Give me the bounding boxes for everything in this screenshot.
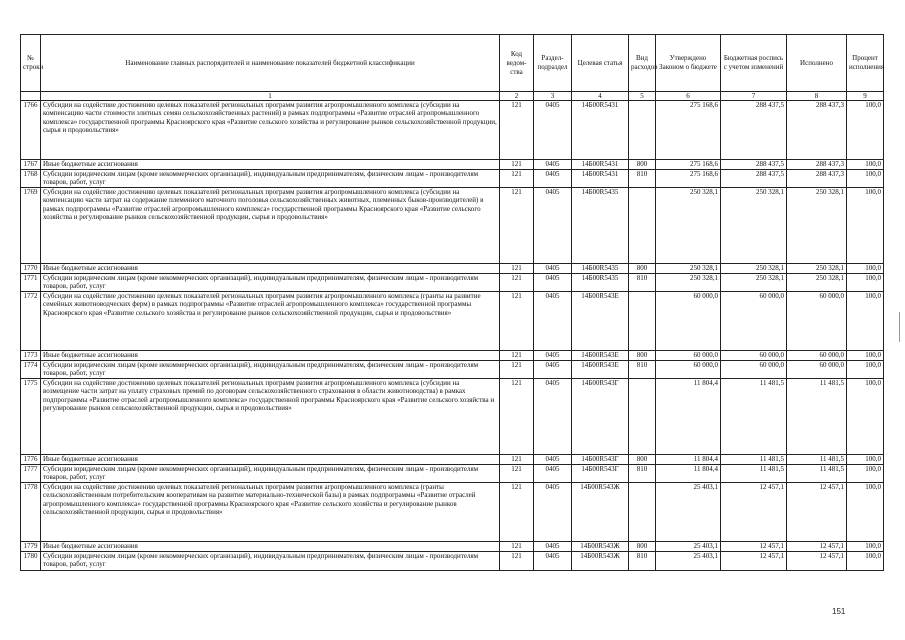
row-name: Субсидии на содействие достижению целевых показателей региональных программ развития агропромышленного комплекса (гранты на развитие семейных животноводческих ферм) в рамках подпрограммы «Развитие отраслей агропромышленного комплекса» государственной программы Красноярского края «Развитие сельского хозяйства и регулирование рынков сельскохозяйственной продукции, сырья и продовольствия»: [41, 292, 500, 351]
row-number: 1771: [21, 274, 41, 292]
row-name: Субсидии на содействие достижению целевых показателей региональных программ развития агропромышленного комплекса (субсидии на возмещение части затрат на уплату страховых премий по договорам сельскохозяйственного страхования в области животноводства) в рамках подпрограммы «Развитие отраслей агропромышленного комплекса» государственной программы Красноярского края «Развитие сельского хозяйства и регулирование рынков сельскохозяйственной продукции, сырья и продовольствия»: [41, 379, 500, 455]
row-budget-schedule: 250 328,1: [721, 188, 787, 264]
row-target-item: 14Б00R543Г: [572, 379, 629, 455]
row-executed: 250 328,1: [787, 188, 847, 264]
row-number: 1775: [21, 379, 41, 455]
row-number: 1777: [21, 465, 41, 483]
row-department-code: 121: [500, 552, 534, 571]
row-target-item: 14Б00R5431: [572, 101, 629, 160]
row-department-code: 121: [500, 264, 534, 274]
table-row: [21, 292, 884, 351]
row-approved: 250 328,1: [656, 188, 721, 264]
row-executed: 12 457,1: [787, 542, 847, 552]
column-number: 1: [41, 92, 500, 101]
row-executed: 11 481,5: [787, 379, 847, 455]
row-target-item: 14Б00R543Ж: [572, 542, 629, 552]
row-section: 0405: [534, 483, 572, 542]
row-percent: 100,0: [847, 160, 884, 170]
row-executed: 60 000,0: [787, 361, 847, 379]
table-row: [21, 170, 884, 188]
row-target-item: 14Б00R5435: [572, 264, 629, 274]
row-executed: 288 437,3: [787, 170, 847, 188]
row-expense-type: [629, 483, 656, 542]
row-budget-schedule: 11 481,5: [721, 455, 787, 465]
row-approved: 275 168,6: [656, 101, 721, 160]
row-approved: 25 403,1: [656, 483, 721, 542]
row-department-code: 121: [500, 351, 534, 361]
row-percent: 100,0: [847, 101, 884, 160]
row-percent: 100,0: [847, 465, 884, 483]
table-row: [21, 101, 884, 160]
row-number: 1770: [21, 264, 41, 274]
row-name: Субсидии на содействие достижению целевых показателей региональных программ развития агропромышленного комплекса (субсидии на компенсацию части стоимости элитных семян сельскохозяйственных растений) в рамках подпрограммы «Развитие отраслей агропромышленного комплекса» государственной программы Красноярского края «Развитие сельского хозяйства и регулирование рынков сельскохозяйственной продукции, сырья и продовольствия»: [41, 101, 500, 160]
row-number: 1779: [21, 542, 41, 552]
row-percent: 100,0: [847, 274, 884, 292]
row-percent: 100,0: [847, 379, 884, 455]
table-row: [21, 483, 884, 542]
row-percent: 100,0: [847, 361, 884, 379]
row-number: 1778: [21, 483, 41, 542]
row-expense-type: 810: [629, 274, 656, 292]
row-approved: 250 328,1: [656, 264, 721, 274]
row-approved: 25 403,1: [656, 542, 721, 552]
row-percent: 100,0: [847, 542, 884, 552]
budget-execution-table: [20, 34, 884, 571]
row-expense-type: [629, 292, 656, 351]
table-row: [21, 160, 884, 170]
row-target-item: 14Б00R543Г: [572, 465, 629, 483]
row-expense-type: 800: [629, 542, 656, 552]
row-section: 0405: [534, 379, 572, 455]
row-target-item: 14Б00R543Ж: [572, 483, 629, 542]
column-number: 8: [787, 92, 847, 101]
row-section: 0405: [534, 274, 572, 292]
row-number: 1766: [21, 101, 41, 160]
header-target-item: Целевая статья: [572, 35, 629, 92]
row-target-item: 14Б00R543Е: [572, 292, 629, 351]
row-name: Иные бюджетные ассигнования: [41, 351, 500, 361]
row-number: 1772: [21, 292, 41, 351]
row-executed: 12 457,1: [787, 483, 847, 542]
row-target-item: 14Б00R5431: [572, 170, 629, 188]
row-department-code: 121: [500, 274, 534, 292]
header-name: Наименование главных распорядителей и наименование показателей бюджетной классификации: [41, 35, 500, 92]
row-executed: 11 481,5: [787, 455, 847, 465]
row-approved: 11 804,4: [656, 379, 721, 455]
row-section: 0405: [534, 455, 572, 465]
row-section: 0405: [534, 292, 572, 351]
row-percent: 100,0: [847, 455, 884, 465]
row-section: 0405: [534, 160, 572, 170]
row-department-code: 121: [500, 170, 534, 188]
row-approved: 11 804,4: [656, 455, 721, 465]
row-expense-type: [629, 379, 656, 455]
row-target-item: 14Б00R543Г: [572, 455, 629, 465]
row-approved: 60 000,0: [656, 351, 721, 361]
row-department-code: 121: [500, 292, 534, 351]
header-section: Раздел-подраздел: [534, 35, 572, 92]
table-row: [21, 274, 884, 292]
column-number: 9: [847, 92, 884, 101]
table-row: [21, 351, 884, 361]
column-number: 3: [534, 92, 572, 101]
row-name: Субсидии на содействие достижению целевых показателей региональных программ развития агропромышленного комплекса (гранты сельскохозяйственным потребительским кооперативам на развитие материально-технической базы) в рамках подпрограммы «Развитие отраслей агропромышленного комплекса» государственной программы Красноярского края «Развитие сельского хозяйства и регулирование рынков сельскохозяйственной продукции, сырья и продовольствия»: [41, 483, 500, 542]
row-number: 1774: [21, 361, 41, 379]
row-expense-type: 800: [629, 264, 656, 274]
row-executed: 12 457,1: [787, 552, 847, 571]
table-row: [21, 542, 884, 552]
row-approved: 11 804,4: [656, 465, 721, 483]
column-number: 2: [500, 92, 534, 101]
row-section: 0405: [534, 264, 572, 274]
page-number: 151: [832, 607, 846, 616]
table-row: [21, 379, 884, 455]
row-budget-schedule: 288 437,5: [721, 160, 787, 170]
row-number: 1767: [21, 160, 41, 170]
row-name: Субсидии юридическим лицам (кроме некоммерческих организаций), индивидуальным предпринимателям, физическим лицам - производителям товаров, работ, услуг: [41, 170, 500, 188]
row-section: 0405: [534, 188, 572, 264]
row-expense-type: [629, 101, 656, 160]
row-executed: 60 000,0: [787, 351, 847, 361]
row-budget-schedule: 12 457,1: [721, 483, 787, 542]
row-department-code: 121: [500, 483, 534, 542]
table-row: [21, 188, 884, 264]
row-name: Субсидии юридическим лицам (кроме некоммерческих организаций), индивидуальным предпринимателям, физическим лицам - производителям товаров, работ, услуг: [41, 274, 500, 292]
row-number: 1773: [21, 351, 41, 361]
row-executed: 288 437,3: [787, 160, 847, 170]
row-expense-type: 810: [629, 170, 656, 188]
row-percent: 100,0: [847, 264, 884, 274]
row-section: 0405: [534, 465, 572, 483]
row-expense-type: 800: [629, 160, 656, 170]
row-name: Субсидии юридическим лицам (кроме некоммерческих организаций), индивидуальным предпринимателям, физическим лицам - производителям товаров, работ, услуг: [41, 361, 500, 379]
row-department-code: 121: [500, 379, 534, 455]
row-name: Иные бюджетные ассигнования: [41, 455, 500, 465]
row-budget-schedule: 60 000,0: [721, 351, 787, 361]
row-budget-schedule: 11 481,5: [721, 465, 787, 483]
row-name: Субсидии на содействие достижению целевых показателей региональных программ развития агропромышленного комплекса (субсидии на компенсацию части затрат на содержание племенного маточного поголовья сельскохозяйственных животных, племенных быков-производителей) в рамках подпрограммы «Развитие отраслей агропромышленного комплекса» государственной программы Красноярского края «Развитие сельского хозяйства и регулирование рынков сельскохозяйственной продукции, сырья и продовольствия»: [41, 188, 500, 264]
column-number: 7: [721, 92, 787, 101]
row-approved: 60 000,0: [656, 361, 721, 379]
row-budget-schedule: 250 328,1: [721, 264, 787, 274]
row-approved: 275 168,6: [656, 170, 721, 188]
row-section: 0405: [534, 542, 572, 552]
row-executed: 250 328,1: [787, 274, 847, 292]
row-expense-type: 800: [629, 351, 656, 361]
row-approved: 25 403,1: [656, 552, 721, 571]
column-number-row: [21, 92, 884, 101]
header-executed: Исполнено: [787, 35, 847, 92]
row-department-code: 121: [500, 160, 534, 170]
table-row: [21, 455, 884, 465]
row-expense-type: 800: [629, 455, 656, 465]
row-budget-schedule: 288 437,5: [721, 170, 787, 188]
row-number: 1776: [21, 455, 41, 465]
row-approved: 250 328,1: [656, 274, 721, 292]
row-target-item: 14Б00R543Е: [572, 351, 629, 361]
column-number: 5: [629, 92, 656, 101]
row-number: 1769: [21, 188, 41, 264]
header-percent: Процент исполнения: [847, 35, 884, 92]
column-number: 4: [572, 92, 629, 101]
row-name: Субсидии юридическим лицам (кроме некоммерческих организаций), индивидуальным предпринимателям, физическим лицам - производителям товаров, работ, услуг: [41, 552, 500, 571]
row-department-code: 121: [500, 101, 534, 160]
row-department-code: 121: [500, 465, 534, 483]
row-budget-schedule: 12 457,1: [721, 552, 787, 571]
row-name: Иные бюджетные ассигнования: [41, 160, 500, 170]
header-budget-schedule: Бюджетная роспись с учетом изменений: [721, 35, 787, 92]
row-name: Иные бюджетные ассигнования: [41, 542, 500, 552]
row-executed: 250 328,1: [787, 264, 847, 274]
row-budget-schedule: 250 328,1: [721, 274, 787, 292]
table-row: [21, 361, 884, 379]
row-expense-type: [629, 188, 656, 264]
row-expense-type: 810: [629, 552, 656, 571]
row-number: 1768: [21, 170, 41, 188]
row-section: 0405: [534, 170, 572, 188]
row-executed: 60 000,0: [787, 292, 847, 351]
header-approved: Утверждено Законом о бюджете: [656, 35, 721, 92]
budget-table-sheet: [20, 34, 884, 571]
header-row-number: № строки: [21, 35, 41, 92]
table-row: [21, 264, 884, 274]
table-header-row: [21, 35, 884, 92]
row-department-code: 121: [500, 455, 534, 465]
header-department-code: Код ведом-ства: [500, 35, 534, 92]
row-section: 0405: [534, 361, 572, 379]
row-percent: 100,0: [847, 170, 884, 188]
row-percent: 100,0: [847, 188, 884, 264]
row-number: 1780: [21, 552, 41, 571]
row-executed: 288 437,3: [787, 101, 847, 160]
row-percent: 100,0: [847, 552, 884, 571]
row-approved: 60 000,0: [656, 292, 721, 351]
row-target-item: 14Б00R5435: [572, 274, 629, 292]
row-target-item: 14Б00R543Ж: [572, 552, 629, 571]
row-budget-schedule: 60 000,0: [721, 361, 787, 379]
row-expense-type: 810: [629, 465, 656, 483]
row-budget-schedule: 60 000,0: [721, 292, 787, 351]
row-budget-schedule: 288 437,5: [721, 101, 787, 160]
column-number: [21, 92, 41, 101]
row-percent: 100,0: [847, 483, 884, 542]
row-name: Субсидии юридическим лицам (кроме некоммерческих организаций), индивидуальным предпринимателям, физическим лицам - производителям товаров, работ, услуг: [41, 465, 500, 483]
row-section: 0405: [534, 351, 572, 361]
row-budget-schedule: 12 457,1: [721, 542, 787, 552]
row-target-item: 14Б00R5435: [572, 188, 629, 264]
column-number: 6: [656, 92, 721, 101]
row-name: Иные бюджетные ассигнования: [41, 264, 500, 274]
row-percent: 100,0: [847, 292, 884, 351]
row-department-code: 121: [500, 542, 534, 552]
row-budget-schedule: 11 481,5: [721, 379, 787, 455]
row-target-item: 14Б00R5431: [572, 160, 629, 170]
row-section: 0405: [534, 552, 572, 571]
table-row: [21, 552, 884, 571]
row-department-code: 121: [500, 188, 534, 264]
row-executed: 11 481,5: [787, 465, 847, 483]
row-percent: 100,0: [847, 351, 884, 361]
row-expense-type: 810: [629, 361, 656, 379]
row-department-code: 121: [500, 361, 534, 379]
table-row: [21, 465, 884, 483]
header-expense-type: Вид расходов: [629, 35, 656, 92]
row-section: 0405: [534, 101, 572, 160]
scan-edge-mark: [899, 312, 900, 342]
row-target-item: 14Б00R543Е: [572, 361, 629, 379]
row-approved: 275 168,6: [656, 160, 721, 170]
